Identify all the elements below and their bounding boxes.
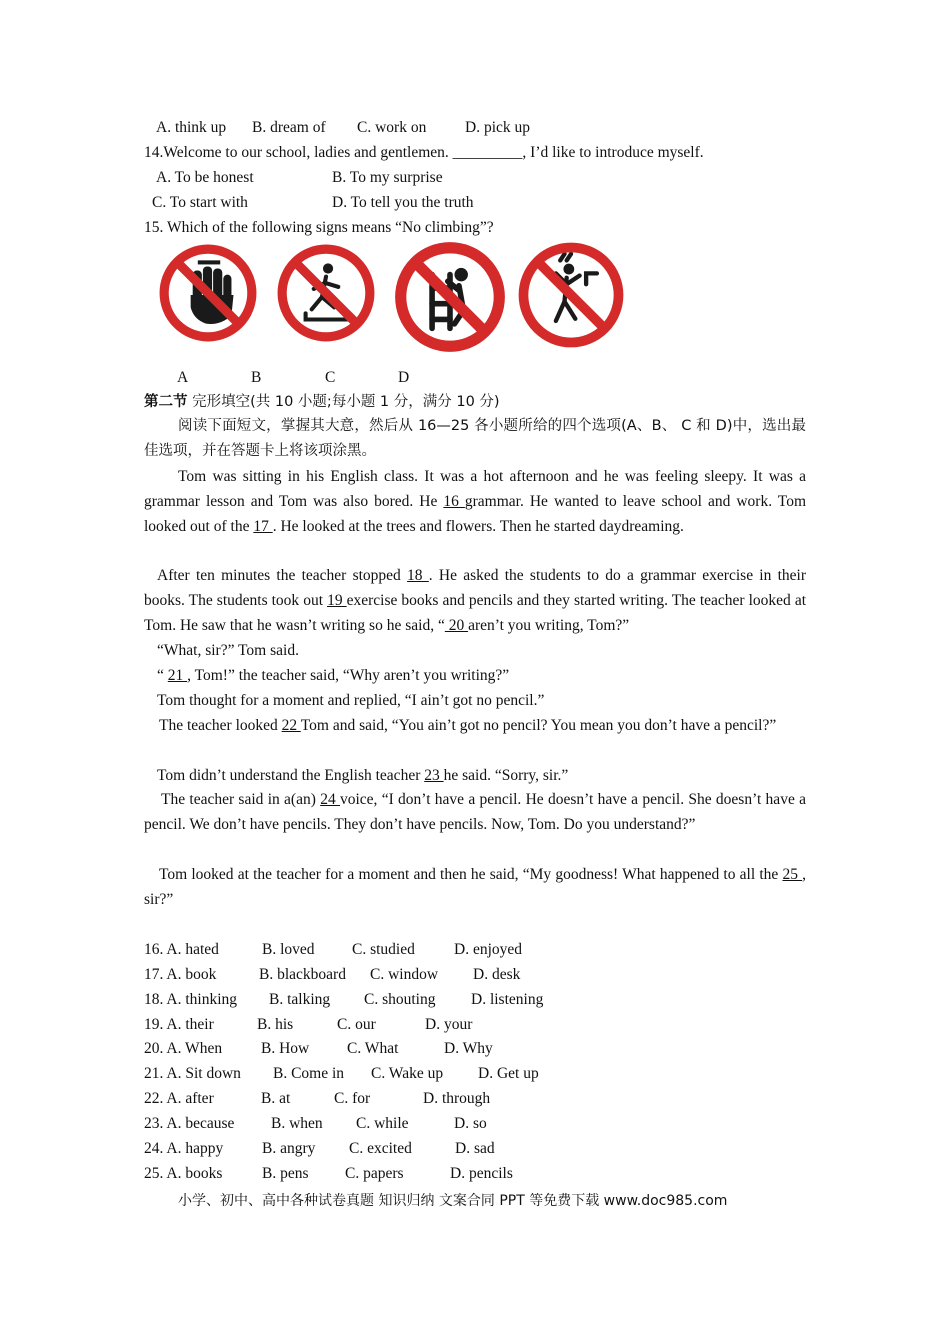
choice-23-a: 23. A. because bbox=[144, 1115, 235, 1132]
choice-18-d: D. listening bbox=[471, 991, 544, 1008]
passage-paragraph-7 bbox=[144, 763, 806, 788]
blank-17: 17 bbox=[253, 518, 273, 535]
no-walking-icon bbox=[275, 241, 377, 345]
p7-text-b: he said. “Sorry, sir.” bbox=[443, 767, 569, 784]
q14-option-c: C. To start with bbox=[152, 194, 248, 211]
choice-22-c: C. for bbox=[334, 1090, 371, 1107]
p6-text-b: Tom and said, “You ain’t got no pencil? You mean you don’t have a pencil?” bbox=[300, 717, 777, 734]
p2-text-c: exercise books and pencils and they started writing. The teacher looked at Tom. He saw that he wasn’t writing so he said, “ bbox=[144, 592, 807, 634]
choice-25-d: D. pencils bbox=[450, 1165, 513, 1182]
choice-18-b: B. talking bbox=[269, 991, 331, 1008]
choice-20-c: C. What bbox=[347, 1040, 399, 1057]
section-2-title-rest: 完形填空(共 10 小题;每小题 1 分，满分 10 分) bbox=[187, 394, 500, 410]
p2-text-d: aren’t you writing, Tom?” bbox=[468, 617, 630, 634]
choice-22-a: 22. A. after bbox=[144, 1090, 214, 1107]
q13-option-b: B. dream of bbox=[252, 119, 326, 136]
choice-21-c: C. Wake up bbox=[371, 1065, 444, 1082]
choice-22-d: D. through bbox=[423, 1090, 491, 1107]
section-2-heading bbox=[144, 392, 500, 412]
choice-23-d: D. so bbox=[454, 1115, 487, 1132]
blank-23: 23 bbox=[424, 767, 444, 784]
q14-option-a: A. To be honest bbox=[156, 169, 254, 186]
choice-25-c: C. papers bbox=[345, 1165, 404, 1182]
section-2-title-bold: 第二节 bbox=[144, 394, 188, 410]
passage-paragraph-6 bbox=[144, 713, 806, 738]
sign-label-c: C bbox=[325, 369, 336, 386]
choice-19-b: B. his bbox=[257, 1016, 294, 1033]
p4-text-a: “ bbox=[157, 667, 168, 684]
passage-paragraph-8 bbox=[144, 787, 806, 837]
choice-20-a: 20. A. When bbox=[144, 1040, 223, 1057]
choice-18-c: C. shouting bbox=[364, 991, 436, 1008]
p9-text-b: , sir?” bbox=[144, 866, 807, 908]
page-footer: 小学、初中、高中各种试卷真题 知识归纳 文案合同 PPT 等免费下载 www.doc985.com bbox=[178, 1193, 728, 1209]
choice-17-d: D. desk bbox=[473, 966, 521, 983]
choice-16-b: B. loved bbox=[262, 941, 315, 958]
q14-option-d: D. To tell you the truth bbox=[332, 194, 474, 211]
choice-25-b: B. pens bbox=[262, 1165, 309, 1182]
p2-text-b: . He asked the students to do a grammar exercise in their books. The students took out bbox=[144, 567, 807, 609]
choice-24-d: D. sad bbox=[455, 1140, 495, 1157]
choice-21-a: 21. A. Sit down bbox=[144, 1065, 241, 1082]
choice-23-c: C. while bbox=[356, 1115, 409, 1132]
passage-paragraph-4 bbox=[144, 663, 806, 688]
passage-paragraph-9 bbox=[144, 862, 806, 912]
q13-option-d: D. pick up bbox=[465, 119, 531, 136]
choice-20-d: D. Why bbox=[444, 1040, 493, 1057]
p1-text-a: Tom was sitting in his English class. It was a hot afternoon and he was feeling sleepy. It was a grammar lesson and Tom was also bored. He bbox=[144, 468, 806, 510]
blank-21: 21 bbox=[167, 667, 188, 684]
choice-24-b: B. angry bbox=[262, 1140, 316, 1157]
p1-text-b: grammar. He wanted to leave school and work. Tom looked out of the bbox=[144, 493, 806, 535]
choice-17-a: 17. A. book bbox=[144, 966, 217, 983]
choice-20-b: B. How bbox=[261, 1040, 310, 1057]
q14-option-b: B. To my surprise bbox=[332, 169, 443, 186]
q14-stem: 14.Welcome to our school, ladies and gentlemen. _________, I’d like to introduce myself. bbox=[144, 144, 704, 161]
sign-label-d: D bbox=[398, 369, 410, 386]
blank-24: 24 bbox=[320, 791, 340, 808]
choice-16-a: 16. A. hated bbox=[144, 941, 219, 958]
choice-21-b: B. Come in bbox=[273, 1065, 345, 1082]
q15-stem: 15. Which of the following signs means “No climbing”? bbox=[144, 219, 494, 236]
section-2-instruction: 阅读下面短文，掌握其大意，然后从 16—25 各小题所给的四个选项(A、B、 C 和 D)中，选出最佳选项，并在答题卡上将该项涂黑。 bbox=[144, 418, 806, 459]
p1-text-c: . He looked at the trees and flowers. Then he started daydreaming. bbox=[272, 518, 684, 535]
choice-19-a: 19. A. their bbox=[144, 1016, 214, 1033]
choice-19-c: C. our bbox=[337, 1016, 376, 1033]
no-climbing-icon bbox=[394, 241, 506, 353]
sign-label-b: B bbox=[251, 369, 262, 386]
blank-20: 20 bbox=[444, 617, 469, 634]
p6-text-a: The teacher looked bbox=[159, 717, 282, 734]
p7-text-a: Tom didn’t understand the English teacher bbox=[157, 767, 425, 784]
sign-label-a: A bbox=[177, 369, 189, 386]
choice-19-d: D. your bbox=[425, 1016, 473, 1033]
p8-text-a: The teacher said in a(an) bbox=[161, 791, 321, 808]
q13-option-a: A. think up bbox=[156, 119, 227, 136]
choice-24-a: 24. A. happy bbox=[144, 1140, 224, 1157]
passage-paragraph-5: Tom thought for a moment and replied, “I ain’t got no pencil.” bbox=[157, 692, 545, 709]
choice-16-d: D. enjoyed bbox=[454, 941, 523, 958]
blank-18: 18 bbox=[407, 567, 429, 584]
p8-text-b: voice, “I don’t have a pencil. He doesn’t have a pencil. She doesn’t have a pencil. We don’t have pencils. They don’t have pencils. Now, Tom. Do you understand?” bbox=[144, 791, 806, 833]
blank-22: 22 bbox=[281, 717, 301, 734]
p2-text-a: After ten minutes the teacher stopped bbox=[157, 567, 408, 584]
passage-paragraph-3: “What, sir?” Tom said. bbox=[157, 642, 299, 659]
blank-16: 16 bbox=[443, 493, 465, 510]
blank-19: 19 bbox=[327, 592, 347, 609]
choice-21-d: D. Get up bbox=[478, 1065, 539, 1082]
choice-22-b: B. at bbox=[261, 1090, 291, 1107]
p9-text-a: Tom looked at the teacher for a moment and then he said, “My goodness! What happened to all the bbox=[159, 866, 783, 883]
passage-paragraph-2 bbox=[144, 563, 806, 638]
choice-16-c: C. studied bbox=[352, 941, 415, 958]
choice-25-a: 25. A. books bbox=[144, 1165, 223, 1182]
blank-25: 25 bbox=[782, 866, 803, 883]
no-jumping-icon bbox=[517, 241, 625, 349]
choice-24-c: C. excited bbox=[349, 1140, 412, 1157]
no-touching-icon bbox=[157, 241, 259, 345]
choice-23-b: B. when bbox=[271, 1115, 323, 1132]
choice-17-c: C. window bbox=[370, 966, 439, 983]
choice-18-a: 18. A. thinking bbox=[144, 991, 238, 1008]
choice-17-b: B. blackboard bbox=[259, 966, 346, 983]
q13-option-c: C. work on bbox=[357, 119, 427, 136]
p4-text-b: , Tom!” the teacher said, “Why aren’t you writing?” bbox=[187, 667, 510, 684]
passage-paragraph-1 bbox=[144, 464, 806, 539]
